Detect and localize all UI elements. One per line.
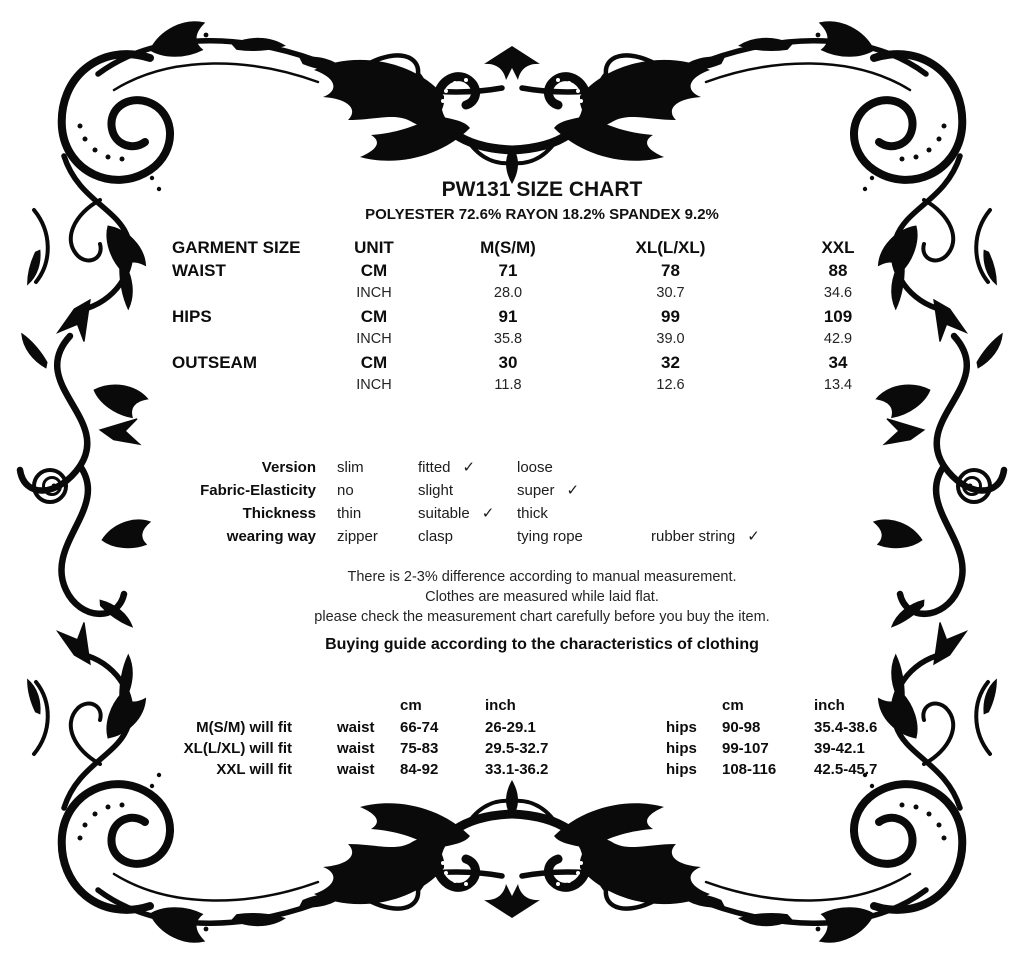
- waist-inch: 33.1-36.2: [485, 761, 549, 778]
- check-icon: ✓: [481, 505, 495, 522]
- characteristic-label: Fabric-Elasticity: [200, 482, 316, 499]
- hips-cm: 90-98: [722, 719, 761, 736]
- fabric-composition: POLYESTER 72.6% RAYON 18.2% SPANDEX 9.2%: [365, 206, 719, 223]
- fit-table-row: [180, 738, 916, 759]
- size-table-row: [172, 305, 923, 328]
- characteristics-row: [180, 502, 860, 525]
- col-header-unit: UNIT: [354, 238, 394, 257]
- value-cell: 39.0: [656, 331, 685, 347]
- option-text: zipper: [337, 528, 378, 545]
- col-header-inch: inch: [485, 697, 516, 714]
- option-cell: [316, 502, 401, 525]
- value-cell: 109: [823, 307, 853, 326]
- row-label: [172, 328, 320, 351]
- border-corner-bottom-left: [26, 618, 502, 947]
- col-header-garment-size: GARMENT SIZE: [172, 238, 301, 257]
- option-cell: [401, 456, 501, 479]
- option-text: slim: [337, 459, 364, 476]
- value-cell: 71: [498, 261, 518, 280]
- option-cell: [634, 502, 834, 525]
- check-icon: ✓: [462, 459, 476, 476]
- value-cell: 28.0: [493, 285, 523, 301]
- size-table-row: [172, 259, 923, 282]
- option-cell: [501, 456, 634, 479]
- option-cell: [401, 479, 501, 502]
- row-label: OUTSEAM: [172, 353, 257, 372]
- col-header-xxl: XXL: [821, 238, 855, 257]
- fit-row-label: XL(L/XL) will fit: [183, 740, 292, 757]
- value-cell: 30: [498, 353, 518, 372]
- size-table-row: [172, 328, 923, 351]
- characteristics-row: [180, 479, 860, 502]
- option-text: no: [337, 482, 354, 499]
- unit-cell: INCH: [356, 285, 392, 301]
- hips-inch: 35.4-38.6: [814, 719, 878, 736]
- value-cell: 30.7: [656, 285, 685, 301]
- row-label: WAIST: [172, 261, 226, 280]
- row-label: [172, 374, 320, 397]
- waist-label: waist: [337, 761, 375, 778]
- option-cell: [634, 525, 834, 548]
- row-label: HIPS: [172, 307, 212, 326]
- value-cell: 88: [828, 261, 848, 280]
- empty-cell: [180, 694, 337, 717]
- hips-inch: 42.5-45.7: [814, 761, 878, 778]
- characteristic-label: Version: [261, 459, 316, 476]
- option-cell: [401, 502, 501, 525]
- hips-inch: 39-42.1: [814, 740, 865, 757]
- hips-cm: 108-116: [722, 761, 777, 778]
- characteristics-table: [180, 456, 860, 548]
- fit-row-label: M(S/M) will fit: [196, 719, 292, 736]
- value-cell: 34.6: [823, 285, 853, 301]
- waist-inch: 29.5-32.7: [485, 740, 549, 757]
- border-corner-bottom-right: [522, 618, 998, 947]
- value-cell: 13.4: [823, 377, 853, 393]
- option-text: thick: [517, 505, 548, 522]
- unit-cell: INCH: [356, 331, 392, 347]
- unit-cell: CM: [360, 307, 388, 326]
- waist-label: waist: [337, 740, 375, 757]
- empty-cell: [666, 694, 704, 717]
- hips-label: hips: [666, 761, 697, 778]
- option-cell: [634, 479, 834, 502]
- fit-row-label: XXL will fit: [216, 761, 292, 778]
- value-cell: 11.8: [494, 377, 522, 393]
- value-cell: 32: [661, 353, 680, 372]
- fit-table-row: [180, 717, 916, 738]
- waist-cm: 66-74: [400, 719, 439, 736]
- buying-guide-heading: Buying guide according to the characteristics of clothing: [325, 636, 759, 653]
- hips-label: hips: [666, 740, 697, 757]
- note-line: please check the measurement chart carefully before you buy the item.: [314, 609, 770, 625]
- option-cell: [316, 456, 401, 479]
- value-cell: 78: [661, 261, 680, 280]
- waist-label: waist: [337, 719, 375, 736]
- option-text: suitable: [418, 505, 470, 522]
- note-line: Clothes are measured while laid flat.: [425, 589, 659, 605]
- size-table-row: [172, 351, 923, 374]
- size-table-header: [172, 236, 923, 259]
- unit-cell: CM: [360, 261, 388, 280]
- characteristic-label: Thickness: [242, 505, 316, 522]
- option-text: slight: [418, 482, 454, 499]
- waist-cm: 84-92: [400, 761, 439, 778]
- check-icon: ✓: [747, 528, 760, 545]
- unit-cell: INCH: [356, 377, 392, 393]
- border-motif-bottom: [314, 780, 710, 918]
- check-icon: ✓: [566, 482, 580, 499]
- col-header-cm: cm: [400, 697, 422, 714]
- fit-guide-table: [180, 694, 916, 780]
- size-table-row: [172, 374, 923, 397]
- value-cell: 42.9: [823, 331, 853, 347]
- row-label: [172, 282, 320, 305]
- option-text: thin: [337, 505, 362, 522]
- measurement-notes: [212, 567, 872, 656]
- waist-inch: 26-29.1: [485, 719, 536, 736]
- value-cell: 91: [498, 307, 518, 326]
- page-title: PW131 SIZE CHART: [441, 178, 643, 201]
- option-text: super: [517, 482, 555, 499]
- col-header-inch: inch: [814, 697, 845, 714]
- value-cell: 99: [661, 307, 680, 326]
- col-header-xl: XL(L/XL): [635, 238, 706, 257]
- option-cell: [401, 525, 501, 548]
- option-text: tying rope: [517, 528, 583, 545]
- value-cell: 34: [828, 353, 848, 372]
- border-motif-top: [314, 46, 710, 184]
- value-cell: 12.6: [656, 377, 685, 393]
- unit-cell: CM: [360, 353, 388, 372]
- option-text: loose: [517, 459, 553, 476]
- col-header-m: M(S/M): [480, 238, 536, 257]
- size-table: [172, 236, 923, 397]
- waist-cm: 75-83: [400, 740, 439, 757]
- option-cell: [634, 456, 834, 479]
- option-text: rubber string: [651, 528, 736, 545]
- note-line: There is 2-3% difference according to manual measurement.: [347, 569, 737, 585]
- border-vine-left: [15, 333, 155, 628]
- empty-cell: [337, 694, 392, 717]
- option-text: fitted: [418, 459, 451, 476]
- option-cell: [501, 502, 634, 525]
- option-cell: [501, 479, 634, 502]
- option-cell: [316, 525, 401, 548]
- characteristic-label: wearing way: [226, 528, 316, 545]
- fit-table-row: [180, 759, 916, 780]
- hips-label: hips: [666, 719, 697, 736]
- option-cell: [501, 525, 634, 548]
- option-cell: [316, 479, 401, 502]
- size-table-row: [172, 282, 923, 305]
- hips-cm: 99-107: [722, 740, 769, 757]
- value-cell: 35.8: [493, 331, 523, 347]
- option-text: clasp: [418, 528, 454, 545]
- characteristics-row: [180, 525, 860, 548]
- col-header-cm: cm: [722, 697, 744, 714]
- characteristics-row: [180, 456, 860, 479]
- fit-table-header: [180, 694, 916, 717]
